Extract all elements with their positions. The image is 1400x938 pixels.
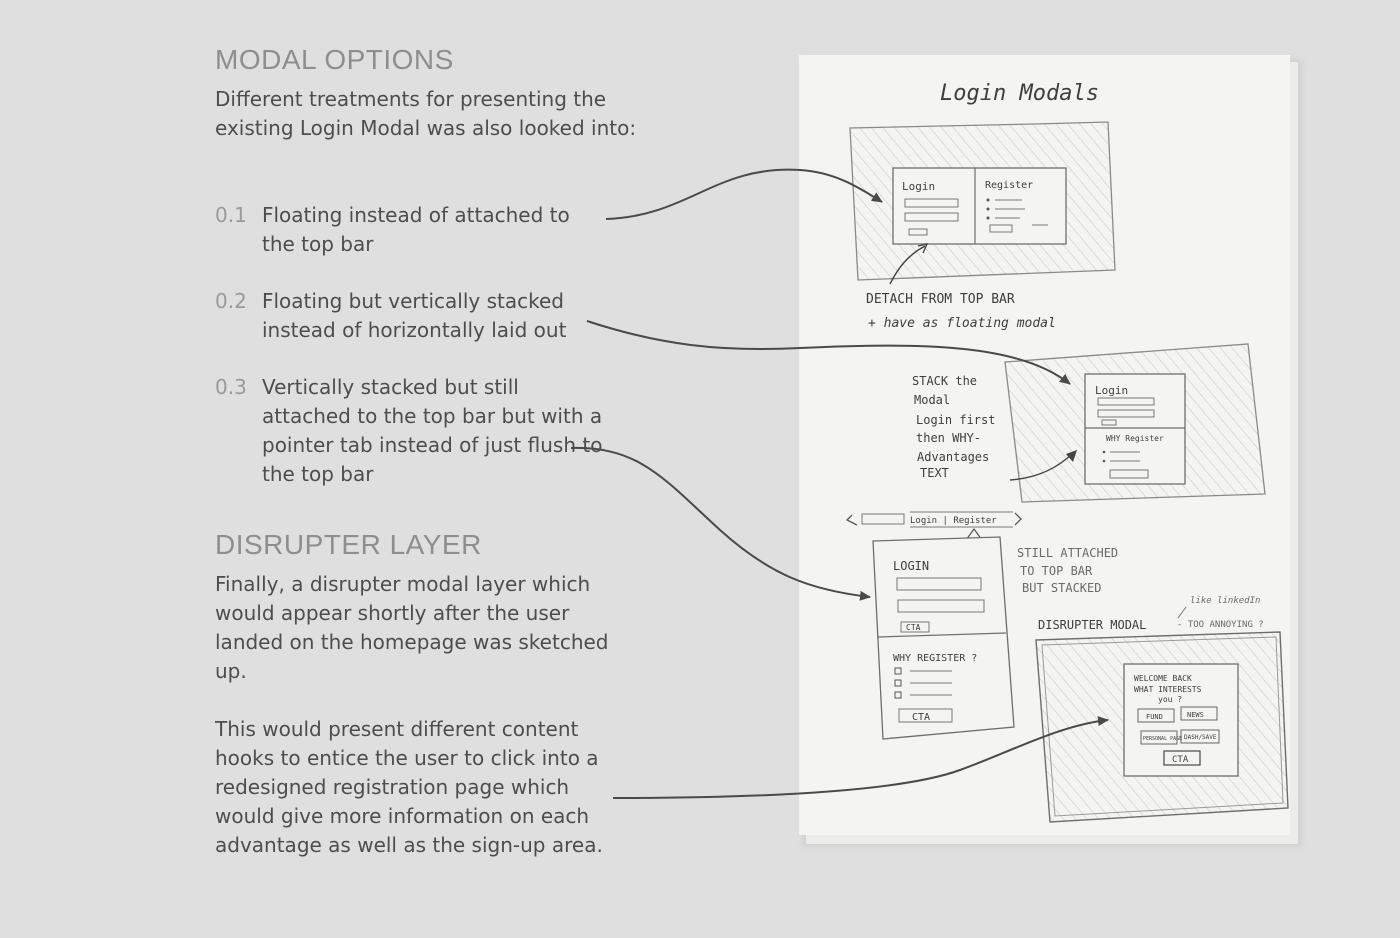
option-text: Vertically stacked but still attached to the top bar but with a pointer tab instead of just flush to the top bar — [262, 375, 603, 486]
sketch1-login: Login — [902, 180, 936, 193]
sketch2-note-line: TEXT — [920, 466, 949, 480]
sketch3-note — [1017, 546, 1125, 595]
sketch4-btn-1: FUND — [1146, 713, 1163, 721]
sketch3-note-line: TO TOP BAR — [1020, 564, 1093, 578]
sketch3-topbar: Login | Register — [910, 516, 997, 526]
sketch2-note — [912, 374, 1003, 480]
modal-options-intro: Different treatments for presenting the existing Login Modal was also looked into: — [215, 87, 637, 140]
sketch4-comment: - TOO ANNOYING ? — [1177, 620, 1264, 630]
sketch4-btn-3: PERSONAL PAGE — [1143, 736, 1183, 742]
sketch1-register: Register — [985, 180, 1034, 191]
option-number: 0.3 — [215, 375, 247, 399]
sketch1-note-1: DETACH FROM TOP BAR — [866, 292, 1015, 307]
sketch4-interests: WHAT INTERESTS — [1134, 685, 1202, 694]
sketch2-note-line: STACK the — [912, 374, 978, 388]
option-number: 0.1 — [215, 203, 247, 227]
sketch4-cta: CTA — [1172, 755, 1189, 765]
disrupter-para-1: Finally, a disrupter modal layer which would appear shortly after the user landed on the homepage was sketched up. — [215, 572, 609, 683]
sketch4-comment-2: like linkedIn — [1190, 596, 1261, 606]
sketch2-note-line: Login first — [916, 413, 996, 427]
sketch2-note-line: Modal — [914, 393, 951, 407]
sketch3-note-line: BUT STACKED — [1022, 581, 1102, 595]
sketch3-login: LOGIN — [893, 559, 930, 573]
option-number: 0.2 — [215, 289, 247, 313]
arrow-option-3 — [571, 448, 870, 597]
sketch4-welcome: WELCOME BACK — [1134, 674, 1192, 683]
sketch1-note-2: + have as floating modal — [868, 316, 1056, 331]
disrupter-para-2: This would present different content hooks to entice the user to click into a redesigned registration page which would give more information on each advantage as well as the sign-up area. — [215, 717, 603, 857]
sketch3-note-line: STILL ATTACHED — [1017, 546, 1119, 560]
arrow-option-1 — [606, 170, 882, 219]
disrupter-layer-heading: DISRUPTER LAYER — [215, 529, 482, 560]
option-text: Floating but vertically stacked instead of horizontally laid out — [262, 289, 567, 342]
sketch2-note-line: then WHY- — [916, 431, 982, 445]
sketch3-why: WHY REGISTER ? — [893, 653, 978, 664]
option-text: Floating instead of attached to the top bar — [262, 203, 570, 256]
sketch4-label: DISRUPTER MODAL — [1038, 618, 1147, 632]
sketch2-note-line: Advantages — [917, 450, 990, 464]
sketch2-why: WHY Register — [1106, 434, 1164, 443]
sketch4-you: you ? — [1158, 695, 1183, 704]
sketch4-btn-2: NEWS — [1187, 711, 1204, 719]
sketch-1 — [850, 122, 1115, 331]
arrow-disrupter — [613, 720, 1108, 798]
sketch3-cta2: CTA — [912, 712, 931, 723]
sketch-4 — [1036, 596, 1288, 822]
modal-options-heading: MODAL OPTIONS — [215, 44, 454, 75]
sketch-2 — [912, 344, 1265, 502]
sketch4-btn-4: DASH/SAVE — [1184, 734, 1217, 741]
sketch2-login: Login — [1095, 384, 1129, 397]
sketch-title: Login Modals — [940, 81, 1099, 106]
sketch3-cta: CTA — [906, 623, 921, 632]
